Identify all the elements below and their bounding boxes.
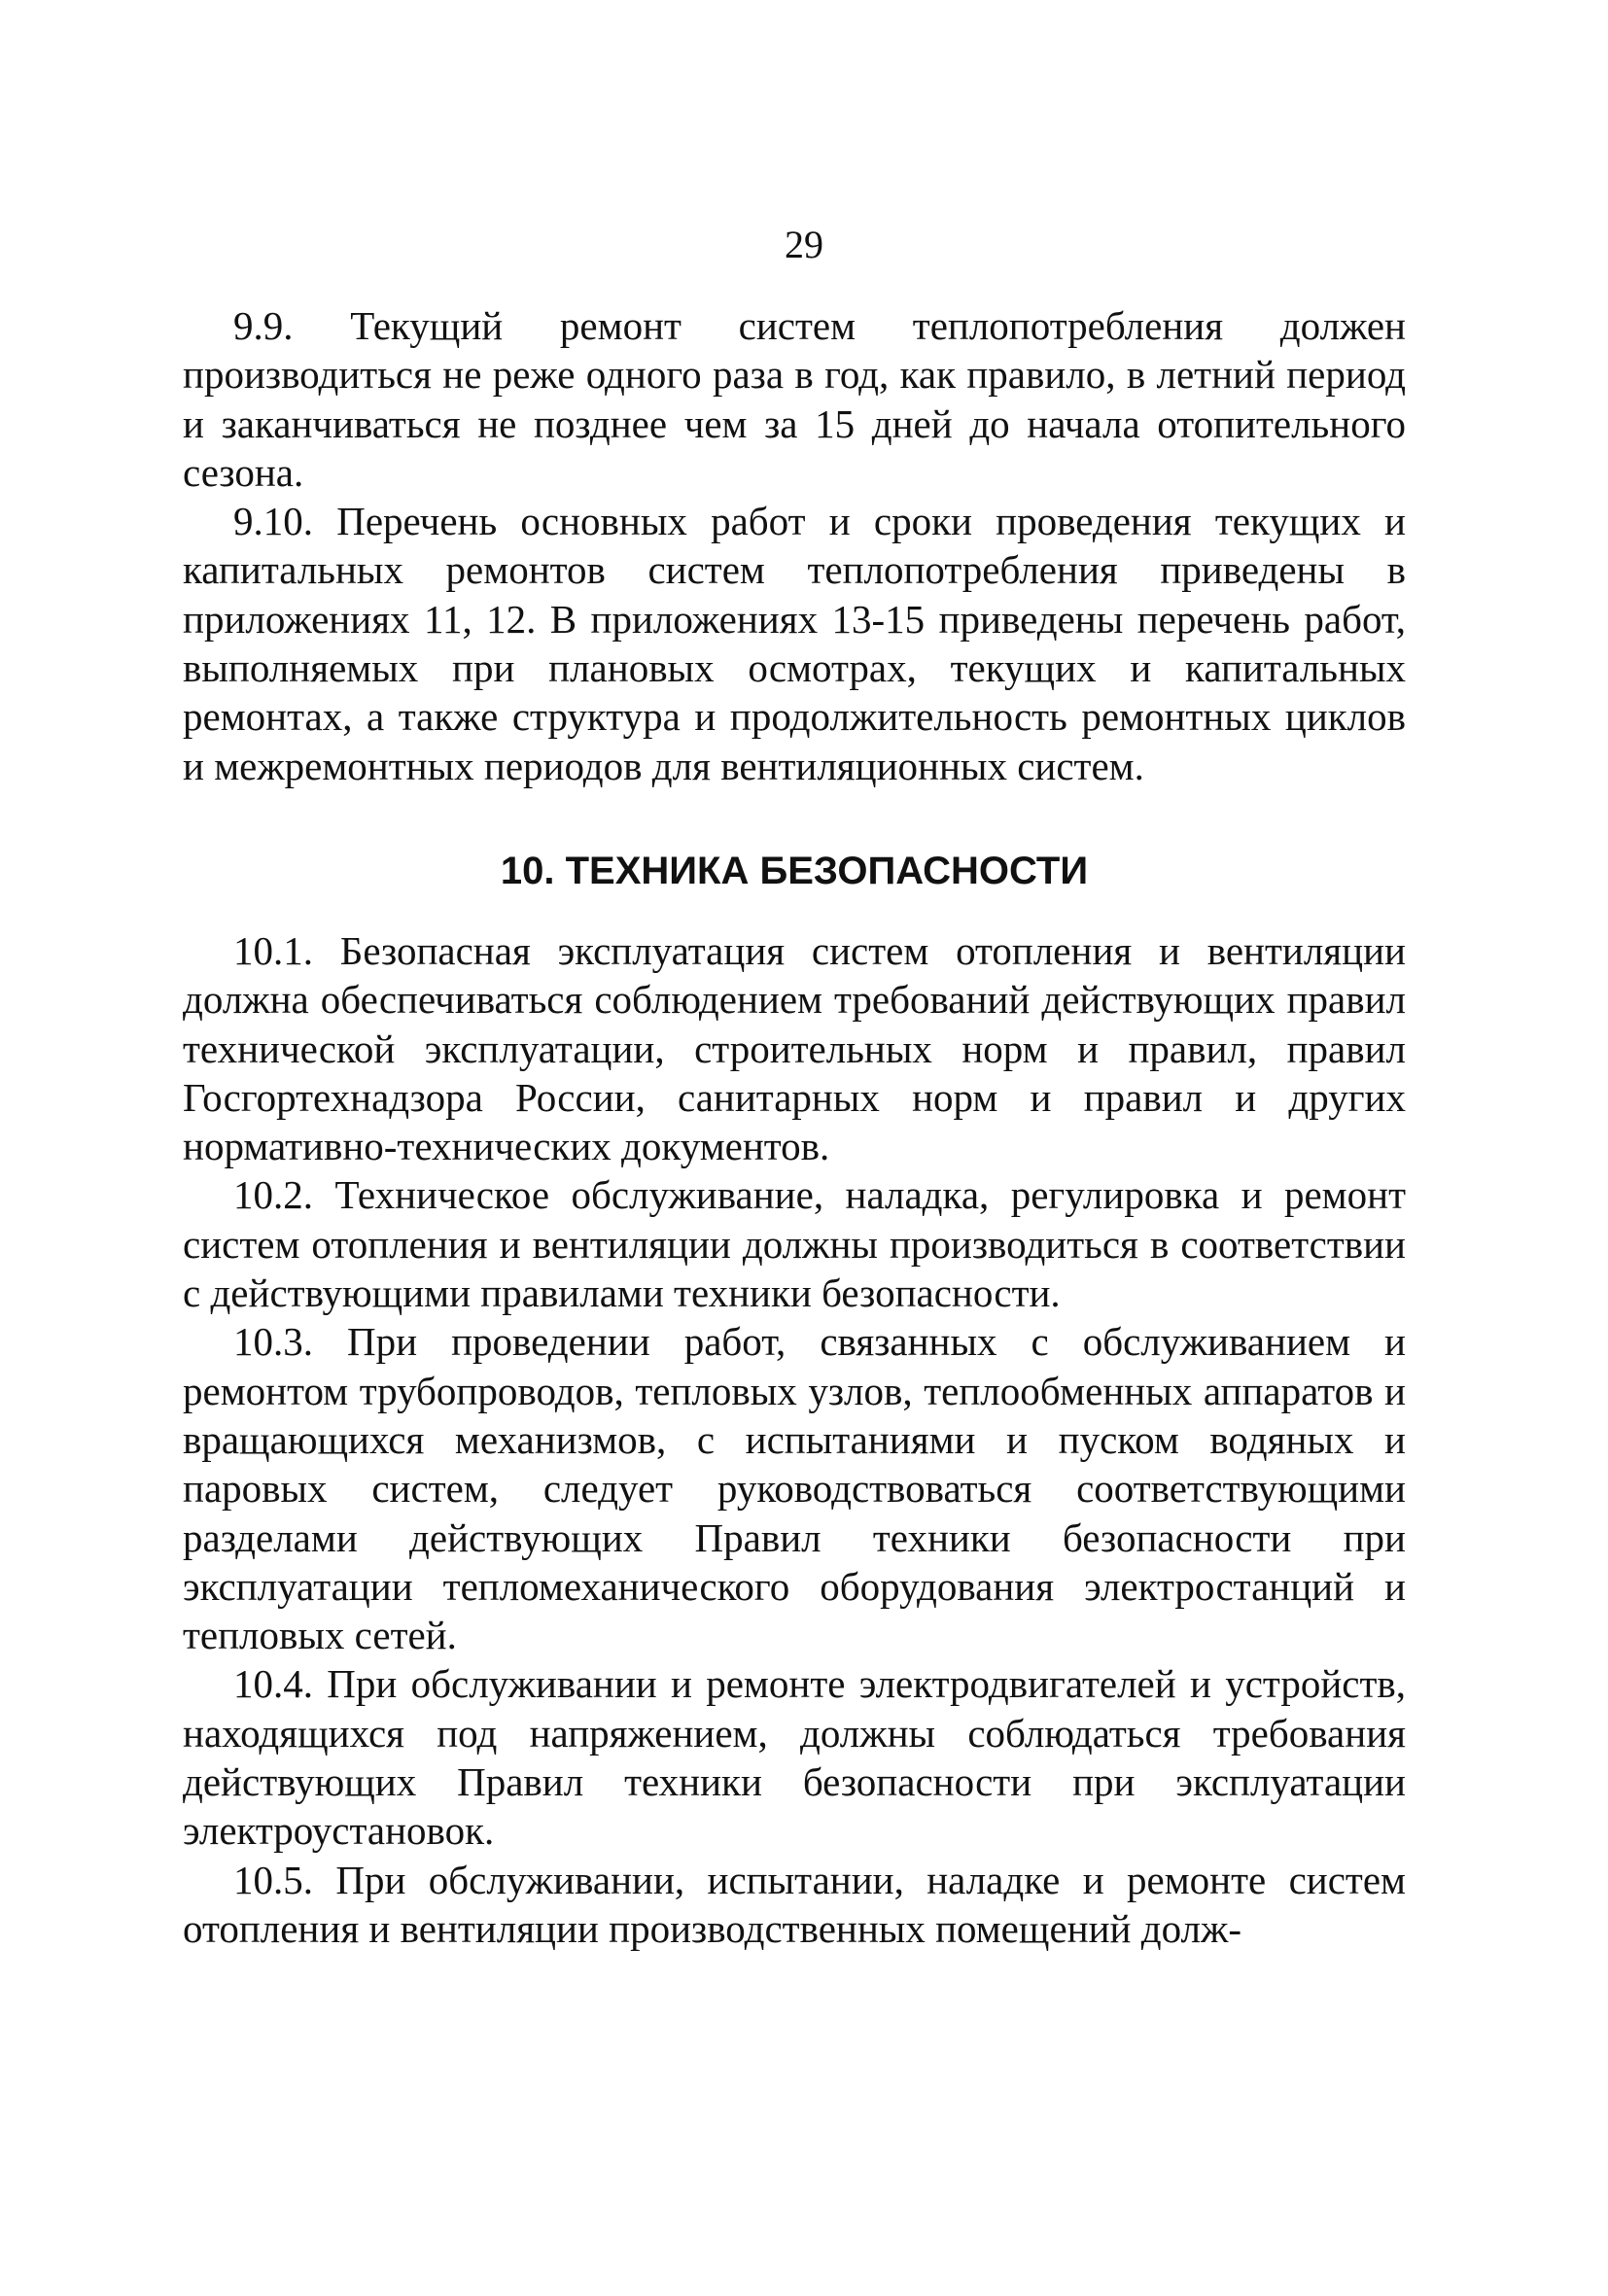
paragraph-10-5: 10.5. При обслуживании, испытании, наладке и ремонте систем отопления и вентиляции производственных помещений долж- [183, 1857, 1406, 1951]
page-number: 29 [785, 223, 823, 266]
page-body [183, 301, 1406, 1953]
paragraph-9-10: 9.10. Перечень основных работ и сроки проведения текущих и капитальных ремонтов систем теплопотребления приведены в приложениях 11, 12. В приложениях 13-15 приведены перечень работ, выполняемых при плановых осмотрах, текущих и капитальных ремонтах, а также структура и продолжительность ремонтных циклов и межремонтных периодов для вентиляционных систем. [183, 499, 1406, 788]
paragraph-10-2: 10.2. Техническое обслуживание, наладка, регулировка и ремонт систем отопления и вентиляции должны производиться в соответствии с действующими правилами техники безопасности. [183, 1172, 1406, 1316]
paragraph-10-4: 10.4. При обслуживании и ремонте электродвигателей и устройств, находящихся под напряжением, должны соблюдаться требования действующих Правил техники безопасности при эксплуатации электроустановок. [183, 1661, 1406, 1854]
section-heading: 10. ТЕХНИКА БЕЗОПАСНОСТИ [500, 849, 1089, 892]
paragraph-10-1: 10.1. Безопасная эксплуатация систем отопления и вентиляции должна обеспечиваться соблюдением требований действующих правил технической эксплуатации, строительных норм и правил, правил Госгортехнадзора России, санитарных норм и правил и других нормативно-технических документов. [183, 927, 1406, 1169]
paragraph-10-3: 10.3. При проведении работ, связанных с обслуживанием и ремонтом трубопроводов, тепловых узлов, теплообменных аппаратов и вращающихся механизмов, с испытаниями и пуском водяных и паровых систем, следует руководствоваться соответствующими разделами действующих Правил техники безопасности при эксплуатации тепломеханического оборудования электростанций и тепловых сетей. [183, 1319, 1406, 1658]
paragraph-9-9: 9.9. Текущий ремонт систем теплопотребления должен производиться не реже одного раза в год, как правило, в летний период и заканчиваться не позднее чем за 15 дней до начала отопительного сезона. [183, 303, 1406, 495]
